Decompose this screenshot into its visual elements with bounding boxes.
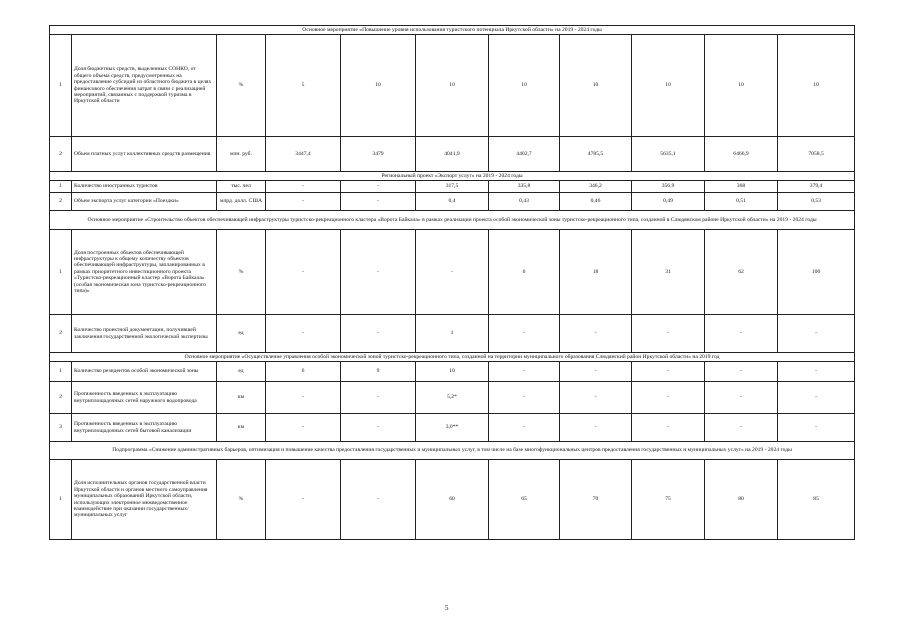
section-header-row bbox=[50, 353, 855, 362]
page-number: 5 bbox=[445, 604, 449, 612]
value-cell: - bbox=[632, 414, 705, 442]
value-cell: - bbox=[705, 315, 778, 353]
table-row bbox=[50, 315, 855, 353]
value-cell: 5 bbox=[266, 35, 341, 137]
value-cell: 10 bbox=[632, 35, 705, 137]
value-cell: 0,43 bbox=[489, 193, 560, 211]
unit-cell: млн. руб. bbox=[217, 137, 266, 172]
value-cell: 368 bbox=[705, 181, 778, 193]
section-header: Основное мероприятие «Повышение уровня использования туристского потенциала Иркутской области» на 2019 - 2024 годы bbox=[50, 26, 855, 35]
unit-cell: млрд. долл. США bbox=[217, 193, 266, 211]
value-cell: 10 bbox=[489, 35, 560, 137]
value-cell: 10 bbox=[560, 35, 632, 137]
value-cell: 1 bbox=[416, 315, 489, 353]
indicator-name: Доля бюджетных средств, выделенных СОНКО, от общего объема средств, предусмотренных на предоставление субсидий из областного бюджета в целях финансового обеспечения затрат в связи с реализацией мероприятий, связанных с поддержкой туризма в Иркутской области bbox=[72, 35, 217, 137]
value-cell: - bbox=[632, 315, 705, 353]
table-row bbox=[50, 193, 855, 211]
row-number: 1 bbox=[50, 460, 72, 540]
unit-cell: ед bbox=[217, 315, 266, 353]
value-cell: 10 bbox=[416, 35, 489, 137]
value-cell: - bbox=[632, 382, 705, 414]
unit-cell: ед bbox=[217, 362, 266, 382]
table-row bbox=[50, 460, 855, 540]
value-cell: - bbox=[489, 414, 560, 442]
value-cell: 85 bbox=[778, 460, 855, 540]
indicator-name: Объем платных услуг коллективных средств размещения bbox=[72, 137, 217, 172]
value-cell: 6 bbox=[266, 362, 341, 382]
value-cell: 0,51 bbox=[705, 193, 778, 211]
indicator-name: Количество проектной документации, получившей заключения государственной экологической экспертизы bbox=[72, 315, 217, 353]
value-cell: 0,49 bbox=[632, 193, 705, 211]
value-cell: 4041,9 bbox=[416, 137, 489, 172]
value-cell: 379,4 bbox=[778, 181, 855, 193]
value-cell: 60 bbox=[416, 460, 489, 540]
value-cell: 10 bbox=[705, 35, 778, 137]
value-cell: - bbox=[489, 362, 560, 382]
row-number: 1 bbox=[50, 35, 72, 137]
indicator-name: Доля исполнительных органов государственной власти Иркутской области и органов местного самоуправления муниципальных образований Иркутской области, использующих электронное межведомственное взаимодействие при оказании государственных/муниципальных услуг bbox=[72, 460, 217, 540]
table-row bbox=[50, 414, 855, 442]
row-number: 2 bbox=[50, 193, 72, 211]
value-cell: 9 bbox=[341, 362, 416, 382]
section-header: Основное мероприятие «Строительство объектов обеспечивающей инфраструктуры туристско-рекреационного кластера «Ворота Байкала» в рамках реализации проекта особой экономической зоны туристско-рекреационного типа, созданной в Слюдянском районе Иркутской области» на 2019 - 2024 годы bbox=[50, 211, 855, 230]
value-cell: 346,2 bbox=[560, 181, 632, 193]
value-cell: 3447,4 bbox=[266, 137, 341, 172]
value-cell: - bbox=[341, 230, 416, 315]
value-cell: - bbox=[705, 382, 778, 414]
table-row bbox=[50, 35, 855, 137]
value-cell: 65 bbox=[489, 460, 560, 540]
value-cell: - bbox=[778, 315, 855, 353]
table-row bbox=[50, 181, 855, 193]
indicator-name: Объем экспорта услуг категории «Поездки» bbox=[72, 193, 217, 211]
value-cell: 31 bbox=[632, 230, 705, 315]
section-header-row bbox=[50, 442, 855, 460]
value-cell: 18 bbox=[560, 230, 632, 315]
section-header: Основное мероприятие «Осуществление управления особой экономической зоной туристско-рекреационного типа, созданной на территории муниципального образования Слюдянский район Иркутской области» на 2019 год bbox=[50, 353, 855, 362]
value-cell: - bbox=[489, 315, 560, 353]
value-cell: - bbox=[632, 362, 705, 382]
value-cell: 5635,1 bbox=[632, 137, 705, 172]
value-cell: 317,5 bbox=[416, 181, 489, 193]
value-cell: 10 bbox=[778, 35, 855, 137]
indicator-name: Количество резидентов особой экономической зоны bbox=[72, 362, 217, 382]
section-header-row bbox=[50, 211, 855, 230]
table-row bbox=[50, 230, 855, 315]
value-cell: 335,8 bbox=[489, 181, 560, 193]
value-cell: 0,46 bbox=[560, 193, 632, 211]
row-number: 2 bbox=[50, 315, 72, 353]
value-cell: - bbox=[560, 382, 632, 414]
value-cell: - bbox=[341, 460, 416, 540]
row-number: 1 bbox=[50, 181, 72, 193]
table-row bbox=[50, 137, 855, 172]
value-cell: - bbox=[266, 414, 341, 442]
row-number: 1 bbox=[50, 230, 72, 315]
value-cell: - bbox=[341, 315, 416, 353]
indicator-name: Доля построенных объектов обеспечивающей инфраструктуры к общему количеству объектов обеспечивающей инфраструктуры, запланированных в рамках приоритетного инвестиционного проекта «Туристско-рекреационный кластер «Ворота Байкала» (особая экономическая зона туристско-рекреационного типа)» bbox=[72, 230, 217, 315]
value-cell: 10 bbox=[416, 362, 489, 382]
value-cell: - bbox=[778, 382, 855, 414]
value-cell: 6 bbox=[489, 230, 560, 315]
value-cell: - bbox=[341, 382, 416, 414]
row-number: 1 bbox=[50, 362, 72, 382]
section-header: Региональный проект «Экспорт услуг» на 2019 - 2024 годы bbox=[50, 172, 855, 181]
value-cell: - bbox=[266, 181, 341, 193]
value-cell: - bbox=[778, 414, 855, 442]
unit-cell: км bbox=[217, 382, 266, 414]
value-cell: - bbox=[705, 362, 778, 382]
value-cell: - bbox=[341, 193, 416, 211]
row-number: 3 bbox=[50, 414, 72, 442]
indicator-name: Количество иностранных туристов bbox=[72, 181, 217, 193]
row-number: 2 bbox=[50, 382, 72, 414]
table-row bbox=[50, 362, 855, 382]
value-cell: 0,53 bbox=[778, 193, 855, 211]
unit-cell: % bbox=[217, 230, 266, 315]
unit-cell: % bbox=[217, 35, 266, 137]
value-cell: 6466,9 bbox=[705, 137, 778, 172]
value-cell: - bbox=[341, 181, 416, 193]
indicator-name: Протяженность введенных в эксплуатацию внутриплощадочных сетей бытовой канализации bbox=[72, 414, 217, 442]
section-header-row bbox=[50, 172, 855, 181]
value-cell: 4402,7 bbox=[489, 137, 560, 172]
value-cell: - bbox=[266, 230, 341, 315]
value-cell: 356,9 bbox=[632, 181, 705, 193]
unit-cell: км bbox=[217, 414, 266, 442]
value-cell: - bbox=[416, 230, 489, 315]
indicator-name: Протяженность введенных в эксплуатацию внутриплощадочных сетей наружного водопровода bbox=[72, 382, 217, 414]
value-cell: - bbox=[489, 382, 560, 414]
value-cell: 3479 bbox=[341, 137, 416, 172]
value-cell: - bbox=[705, 414, 778, 442]
value-cell: 10 bbox=[341, 35, 416, 137]
value-cell: 4785,5 bbox=[560, 137, 632, 172]
value-cell: - bbox=[266, 460, 341, 540]
value-cell: - bbox=[266, 382, 341, 414]
value-cell: 70 bbox=[560, 460, 632, 540]
value-cell: - bbox=[266, 315, 341, 353]
value-cell: - bbox=[560, 362, 632, 382]
value-cell: 75 bbox=[632, 460, 705, 540]
section-header: Подпрограмма «Снижение административных барьеров, оптимизация и повышение качества предоставления государственных и муниципальных услуг, в том числе на базе многофункциональных центров предоставления государственных и муниципальных услуг» на 2019 - 2024 годы bbox=[50, 442, 855, 460]
value-cell: 0,4 bbox=[416, 193, 489, 211]
value-cell: - bbox=[341, 414, 416, 442]
table-row bbox=[50, 382, 855, 414]
value-cell: 7058,5 bbox=[778, 137, 855, 172]
value-cell: 62 bbox=[705, 230, 778, 315]
indicators-table bbox=[49, 25, 855, 540]
unit-cell: % bbox=[217, 460, 266, 540]
value-cell: 3,0** bbox=[416, 414, 489, 442]
value-cell: - bbox=[778, 362, 855, 382]
value-cell: - bbox=[266, 193, 341, 211]
row-number: 2 bbox=[50, 137, 72, 172]
value-cell: 5,2* bbox=[416, 382, 489, 414]
value-cell: - bbox=[560, 414, 632, 442]
value-cell: - bbox=[560, 315, 632, 353]
value-cell: 100 bbox=[778, 230, 855, 315]
value-cell: 80 bbox=[705, 460, 778, 540]
unit-cell: тыс. чел bbox=[217, 181, 266, 193]
section-header-row bbox=[50, 26, 855, 35]
